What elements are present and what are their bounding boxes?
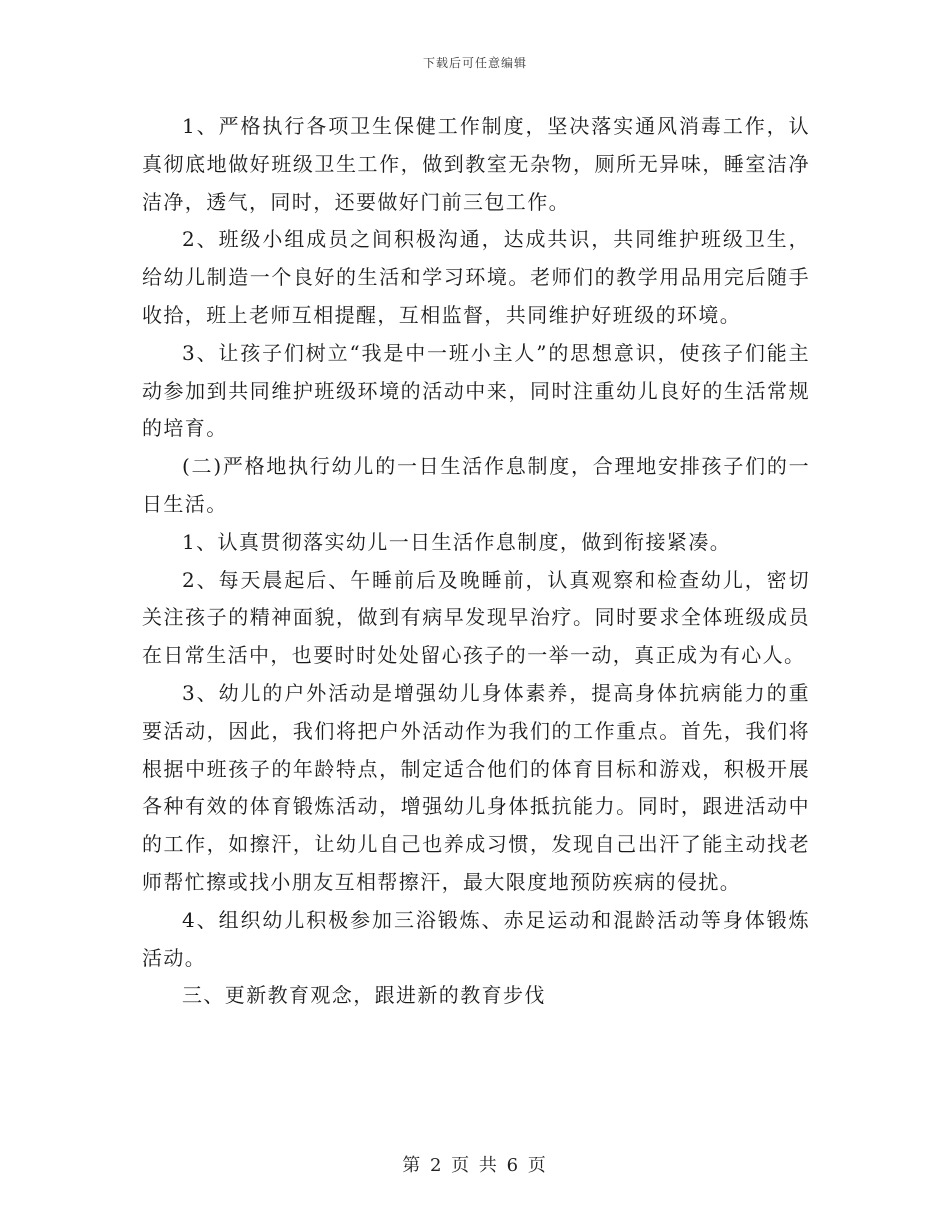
page-header: 下载后可任意编辑	[422, 56, 527, 70]
paragraph-outdoor-activity: 3、幼儿的户外活动是增强幼儿身体素养，提高身体抗病能力的重要活动，因此，我们将把户外活动作为我们的工作重点。首先，我们将根据中班孩子的年龄特点，制定适合他们的体育目标和游戏，积极开展各种有效的体育锻炼活动，增强幼儿身体抵抗能力。同时，跟进活动中的工作，如擦汗，让幼儿自己也养成习惯，发现自己出汗了能主动找老师帮忙擦或找小朋友互相帮擦汗，最大限度地预防疾病的侵扰。	[142, 680, 810, 894]
paragraph-section-daily-schedule: (二)严格地执行幼儿的一日生活作息制度，合理地安排孩子们的一日生活。	[142, 454, 810, 516]
paragraph-exercise: 4、组织幼儿积极参加三浴锻炼、赤足运动和混龄活动等身体锻炼活动。	[142, 907, 810, 970]
paragraph-section-education: 三、更新教育观念，跟进新的教育步伐	[182, 983, 546, 1008]
document-body	[142, 108, 810, 1015]
paragraph-hygiene-system: 1、严格执行各项卫生保健工作制度，坚决落实通风消毒工作，认真彻底地做好班级卫生工作，做到教室无杂物，厕所无异味，睡室洁净洁净，透气，同时，还要做好门前三包工作。	[142, 114, 810, 214]
page-number-footer: 第 2 页 共 6 页	[402, 1155, 548, 1176]
paragraph-little-master: 3、让孩子们树立“我是中一班小主人”的思想意识，使孩子们能主动参加到共同维护班级环境的活动中来，同时注重幼儿良好的生活常规的培育。	[142, 340, 810, 441]
paragraph-health-check: 2、每天晨起后、午睡前后及晚睡前，认真观察和检查幼儿，密切关注孩子的精神面貌，做到有病早发现早治疗。同时要求全体班级成员在日常生活中，也要时时处处留心孩子的一举一动，真正成为有心人。	[142, 567, 810, 668]
paragraph-team-communication: 2、班级小组成员之间积极沟通，达成共识，共同维护班级卫生，给幼儿制造一个良好的生活和学习环境。老师们的教学用品用完后随手收拾，班上老师互相提醒，互相监督，共同维护好班级的环境。	[142, 227, 810, 327]
paragraph-schedule-implement: 1、认真贯彻落实幼儿一日生活作息制度，做到衔接紧凑。	[182, 529, 732, 554]
